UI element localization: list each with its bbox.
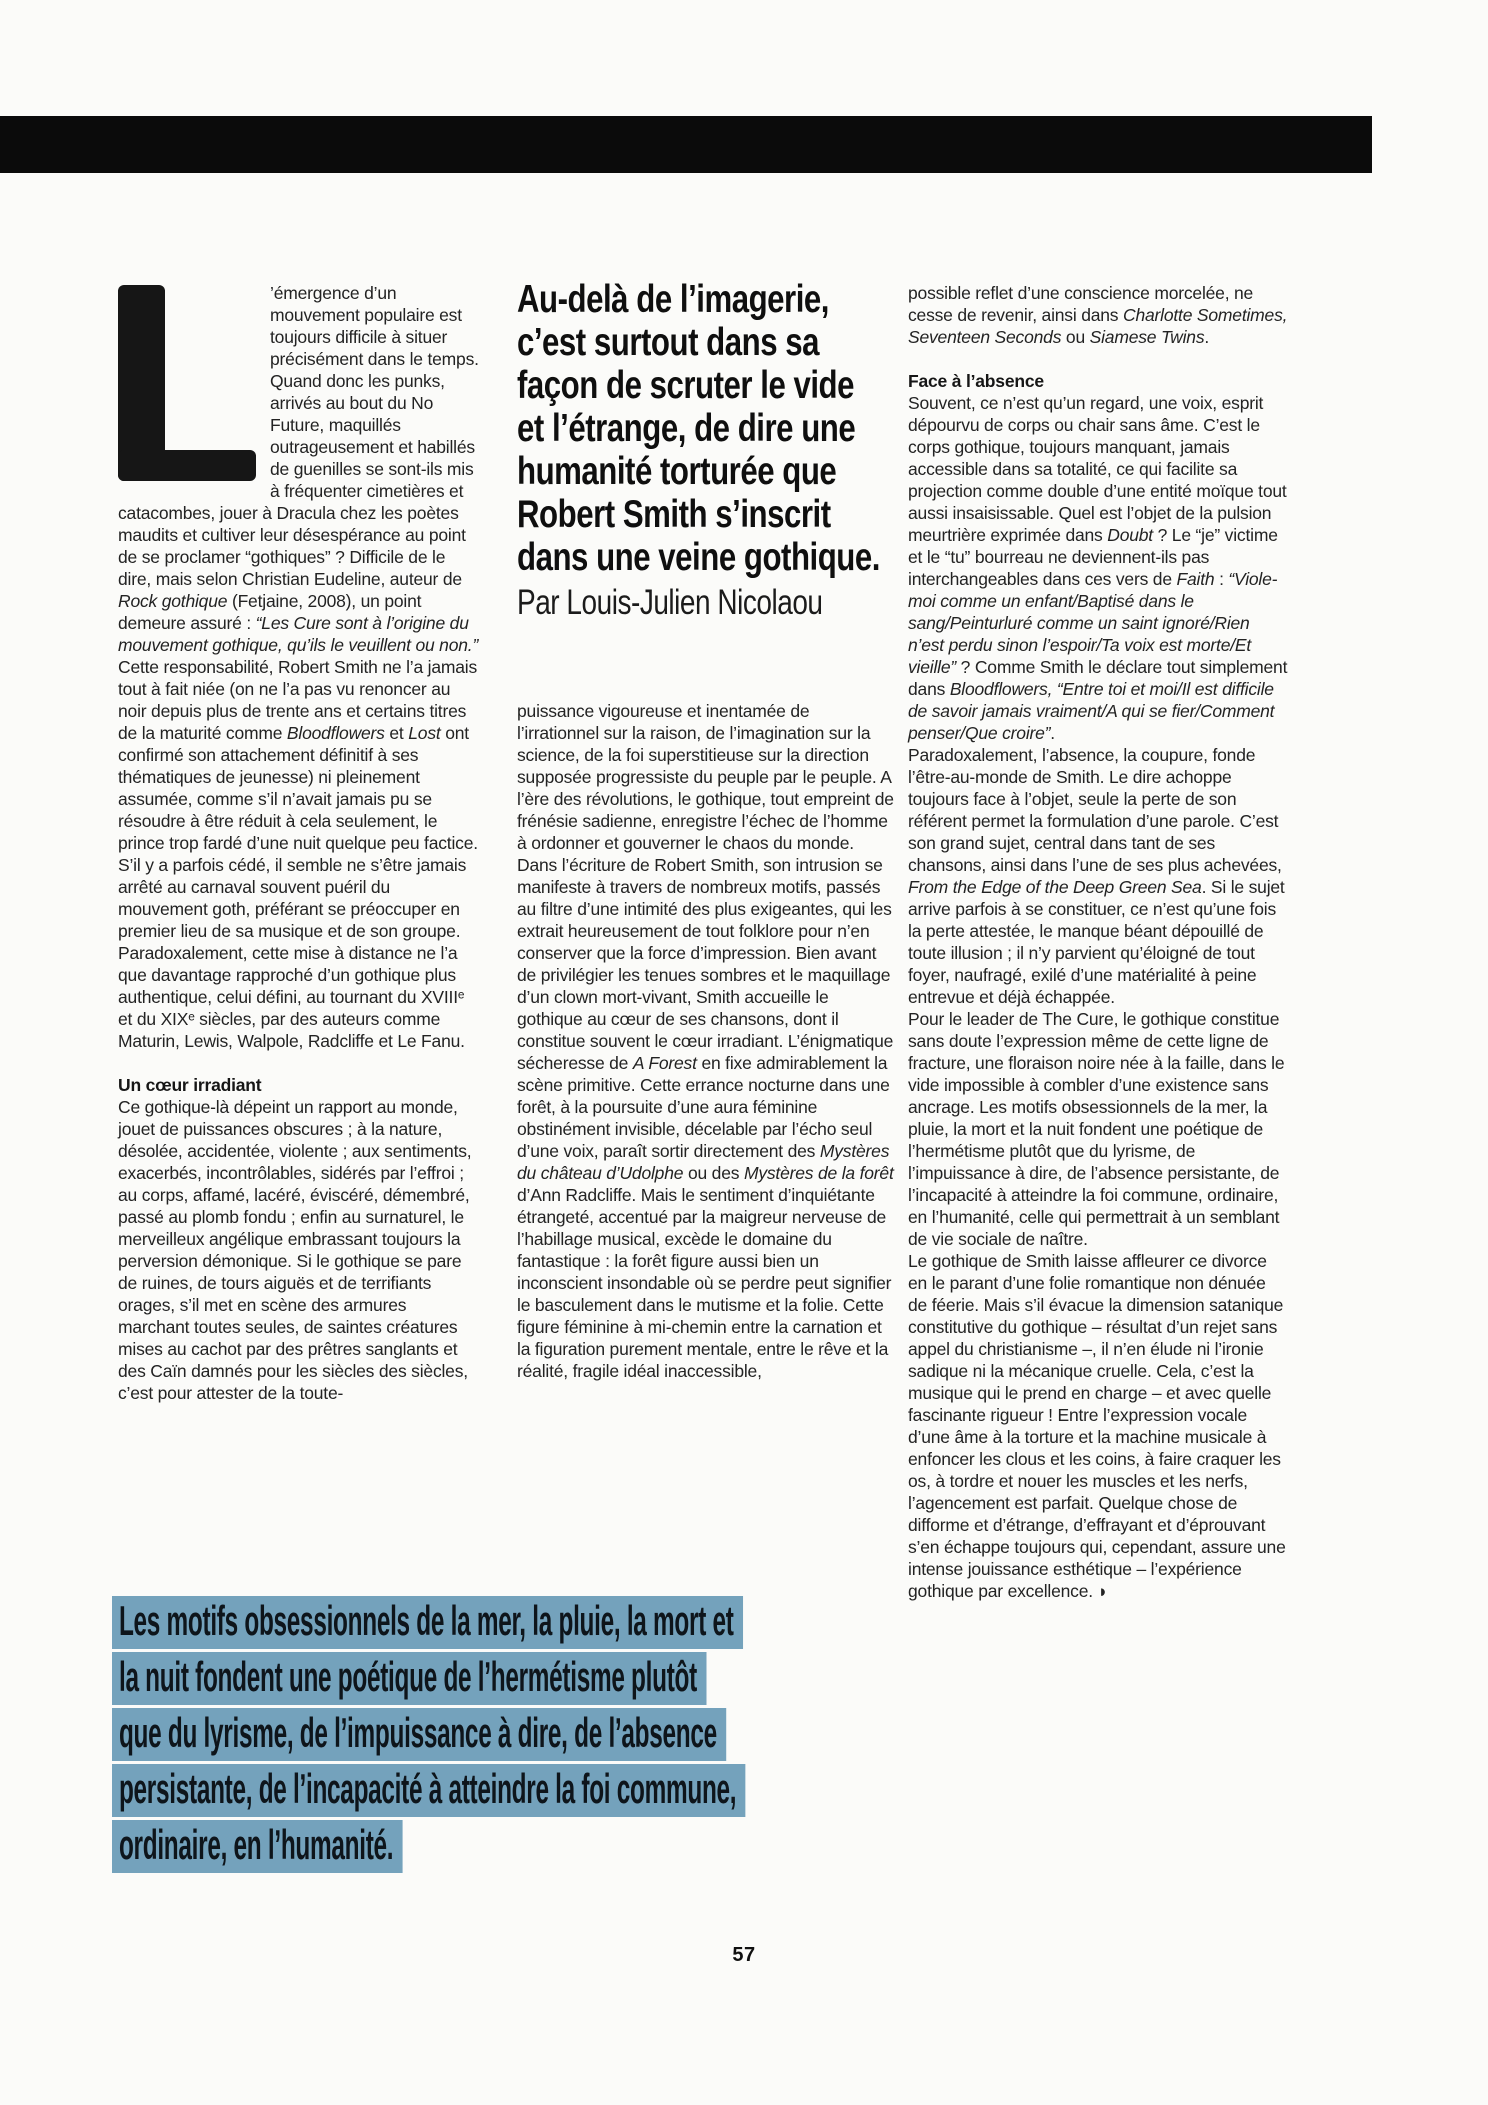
paragraph: Le gothique de Smith laisse affleurer ce divorce en le parant d’une folie romantique non dénuée de féerie. Mais s’il évacue la dimension satanique constitutive du gothique – résultat d’un rejet sans appel du christianisme –, il n’en élude ni l’ironie sadique ni la mécanique cruelle. Cela, c’est la musique qui le prend en charge – et avec quelle fascinante rigueur ! Entre l’expression vocale d’une âme à la torture et la machine musicale à enfoncer les clous et les coins, à faire craquer les os, à tordre et nouer les muscles et les nerfs, l’agencement est parfait. Quelque chose de difforme et d’étrange, d’effrayant et d’éprouvant s’en échappe toujours qui, cependant, assure une intense jouissance esthétique – l’expérience gothique par excellence. ◗: [908, 1251, 1286, 1601]
dropcap-letter-L: [118, 285, 256, 481]
page-number: 57: [732, 1944, 756, 1966]
headline-line: Au-delà de l’imagerie,: [517, 278, 829, 321]
headline-line: dans une veine gothique.: [517, 536, 880, 579]
section-heading: Face à l’absence: [908, 371, 1044, 391]
paragraph: puissance vigoureuse et inentamée de l’irrationnel sur la raison, de l’imagination sur la science, de la foi superstitieuse sur la direction supposée progressiste du peuple par le peuple. A l’ère des révolutions, le gothique, tout empreint de frénésie sadienne, enregistre l’échec de l’homme à ordonner et gouverner le chaos du monde.: [517, 701, 894, 853]
headline-line: et l’étrange, de dire une: [517, 407, 856, 450]
headline-line: humanité torturée que: [517, 450, 837, 493]
column-2: [517, 278, 895, 1382]
paragraph: ’émergence d’un mouvement populaire est toujours difficile à situer précisément dans le temps. Quand donc les punks, arrivés au bout du No Future, maquillés outrageusement et habillés de guenilles se sont-ils mis à fréquenter cimetières et catacombes, jouer à Dracula chez les poètes maudits et cultiver leur désespérance au point de se proclamer “gothiques” ? Difficile de le dire, mais selon Christian Eudeline, auteur de Rock gothique (Fetjaine, 2008), un point demeure assuré : “Les Cure sont à l’origine du mouvement gothique, qu’ils le veuillent ou non.” Cette responsabilité, Robert Smith ne l’a jamais tout à fait niée (on ne l’a pas vu renoncer au noir depuis plus de trente ans et certains titres de la maturité comme Bloodflowers et Lost ont confirmé son attachement définitif à ses thématiques de jeunesse) ni pleinement assumée, comme s’il n’avait jamais pu se résoudre à être réduit à cela seulement, le prince trop fardé d’une nuit quelque peu factice.: [118, 283, 479, 853]
pullquote-line: persistante, de l’incapacité à atteindre la foi commune,: [112, 1764, 901, 1817]
top-black-bar: [0, 116, 1372, 173]
paragraph: Pour le leader de The Cure, le gothique constitue sans doute l’expression même de cette ligne de fracture, une floraison noire née à la faille, dans le vide impossible à combler d’une existence sans ancrage. Les motifs obsessionnels de la mer, la pluie, la mort et la nuit fondent une poétique de l’hermétisme plutôt que du lyrisme, de l’impuissance à dire, de l’absence persistante, de l’incapacité à atteindre la foi commune, ordinaire, en l’humanité, celle qui permettrait à un semblant de vie sociale de naître.: [908, 1009, 1285, 1249]
headline-line: Robert Smith s’inscrit: [517, 493, 831, 536]
dropcap-horizontal-stroke: [118, 450, 256, 481]
headline-line: façon de scruter le vide: [517, 364, 855, 407]
column-1: [118, 282, 480, 1404]
article-standfirst: [517, 278, 901, 626]
paragraph: S’il y a parfois cédé, il semble ne s’être jamais arrêté au carnaval souvent puéril du mouvement goth, préférant se préoccuper en premier lieu de sa musique et de son groupe. Paradoxalement, cette mise à distance ne l’a que davantage rapproché d’un gothique plus authentique, celui défini, au tournant du XVIIIᵉ et du XIXᵉ siècles, par des auteurs comme Maturin, Lewis, Walpole, Radcliffe et Le Fanu.: [118, 855, 467, 1051]
paragraph: Ce gothique-là dépeint un rapport au monde, jouet de puissances obscures ; à la nature, désolée, accidentée, violente ; aux sentiments, exacerbés, incontrôlables, sidérés par l’effroi ; au corps, affamé, lacéré, éviscéré, démembré, passé au plomb fondu ; enfin au surnaturel, le merveilleux angélique embrassant toujours la perversion démonique. Si le gothique se pare de ruines, de tours aiguës et de terrifiants orages, s’il met en scène des armures marchant toutes seules, de saintes créatures mises au cachot par des prêtres sanglants et des Caïn damnés pour les siècles des siècles, c’est pour attester de la toute-: [118, 1097, 472, 1403]
pullquote-line: ordinaire, en l’humanité.: [112, 1820, 901, 1873]
column-2-text: [517, 700, 895, 1382]
paragraph: Paradoxalement, l’absence, la coupure, fonde l’être-au-monde de Smith. Le dire achoppe toujours face à l’objet, seule la perte de son référent permet la formulation d’une parole. C’est son grand sujet, central dans tant de ses chansons, ainsi dans l’une de ses plus achevées, From the Edge of the Deep Green Sea. Si le sujet arrive parfois à se constituer, ce n’est qu’une fois la perte attestée, le manque béant dépouillé de toute illusion ; il n’y parvient qu’éloigné de tout foyer, naufragé, exilé d’une matérialité à peine entrevue et déjà échappée.: [908, 745, 1285, 1007]
pullquote-line: Les motifs obsessionnels de la mer, la pluie, la mort et: [112, 1596, 901, 1649]
pullquote: [112, 1596, 1488, 1876]
paragraph: Dans l’écriture de Robert Smith, son intrusion se manifeste à travers de nombreux motifs, passés au filtre d’une intimité des plus exigeantes, qui les extrait heureusement de tout folklore pour n’en conserver que la force d’impression. Bien avant de privilégier les tenues sombres et le maquillage d’un clown mort-vivant, Smith accueille le gothique au cœur de ses chansons, dont il constitue souvent le cœur irradiant. L’énigmatique sécheresse de A Forest en fixe admirablement la scène primitive. Cette errance nocturne dans une forêt, à la poursuite d’une aura féminine obstinément invisible, décelable par l’écho seul d’une voix, paraît sortir directement des Mystères du château d’Udolphe ou des Mystères de la forêt d’Ann Radcliffe. Mais le sentiment d’inquiétante étrangeté, accentué par la maigreur nerveuse de l’habillage musical, excède le domaine du fantastique : la forêt figure aussi bien un inconscient insondable où se perdre peut signifier le basculement dans le mutisme et la folie. Cette figure féminine à mi-chemin entre la carnation et la figuration purement mentale, entre le rêve et la réalité, fragile idéal inaccessible,: [517, 855, 894, 1381]
headline-line: c’est surtout dans sa: [517, 321, 820, 364]
paragraph: Souvent, ce n’est qu’un regard, une voix, esprit dépourvu de corps ou chair sans âme. C’est le corps gothique, toujours manquant, jamais accessible dans sa totalité, ce qui facilite sa projection comme double d’une entité moïque tout aussi insaisissable. Quel est l’objet de la pulsion meurtrière exprimée dans Doubt ? Le “je” victime et le “tu” bourreau ne deviennent-ils pas interchangeables dans ces vers de Faith : “Viole-moi comme un enfant/Baptisé dans le sang/Peinturluré comme un saint ignoré/Rien n’est perdu sinon l’espoir/Ta voix est morte/Et vieille” ? Comme Smith le déclare tout simplement dans Bloodflowers, “Entre toi et moi/Il est difficile de savoir jamais vraiment/A qui se fier/Comment penser/Que croire”.: [908, 393, 1288, 743]
section-heading: Un cœur irradiant: [118, 1075, 262, 1095]
pullquote-lines: [112, 1596, 901, 1873]
pullquote-line: la nuit fondent une poétique de l’hermétisme plutôt: [112, 1652, 901, 1705]
paragraph: possible reflet d’une conscience morcelée, ne cesse de revenir, ainsi dans Charlotte Sometimes, Seventeen Seconds ou Siamese Twins.: [908, 283, 1288, 347]
column-3: [908, 282, 1288, 1602]
pullquote-line: que du lyrisme, de l’impuissance à dire, de l’absence: [112, 1708, 901, 1761]
byline: Par Louis-Julien Nicolaou: [517, 583, 823, 622]
